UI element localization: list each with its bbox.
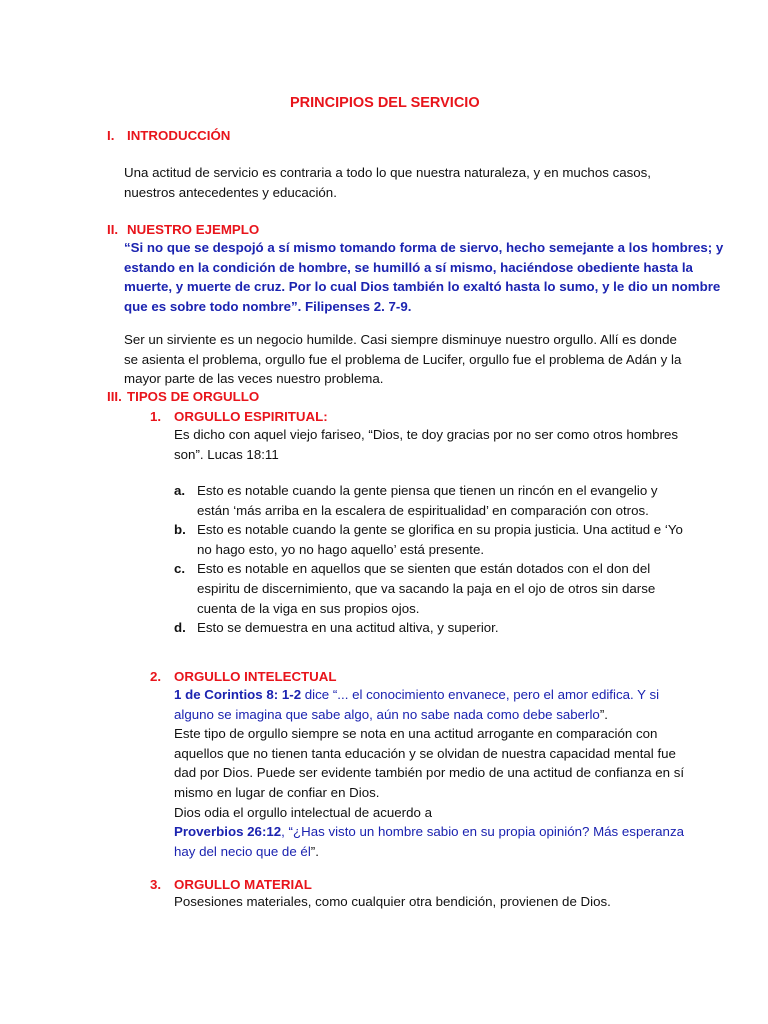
text-line: Este tipo de orgullo siempre se nota en una actitud arrogante en comparación con bbox=[174, 726, 658, 742]
text-line: Esto se demuestra en una actitud altiva, y superior. bbox=[197, 620, 499, 636]
text-line: aquellos que no tienen tanta educación y se olvidan de nuestra capacidad mental fue bbox=[174, 745, 676, 761]
quote-end: ”. bbox=[599, 706, 608, 722]
subsection-1-paragraph bbox=[174, 425, 678, 464]
text-line: Esto es notable cuando la gente se glorifica en su propia justicia. Una actitud e ‘Yo bbox=[197, 522, 683, 538]
text-line: Esto es notable cuando la gente piensa que tienen un rincón en el evangelio y bbox=[197, 483, 658, 498]
quote-line: estando en la condición de hombre, se humilló a sí mismo, haciéndose obediente hasta la bbox=[124, 259, 693, 275]
quote-text: , “¿Has visto un hombre sabio en su propia opinión? Más esperanza bbox=[281, 824, 684, 840]
text-line bbox=[174, 842, 684, 862]
text-line: mayor parte de las veces nuestro problema. bbox=[124, 371, 384, 387]
text-line: se asienta el problema, orgullo fue el problema de Lucifer, orgullo fue el problema de Adán y la bbox=[124, 351, 682, 367]
scripture-reference: Filipenses 2. 7-9 bbox=[305, 298, 408, 314]
section-2-paragraph bbox=[124, 330, 681, 389]
text-line: cuenta de la viga en sus propios ojos. bbox=[197, 600, 420, 616]
list-letter: a. bbox=[174, 483, 186, 498]
subsection-1-heading: ORGULLO ESPIRITUAL: bbox=[174, 409, 328, 424]
quote-text: alguno se imagina que sabe algo, aún no sabe nada como debe saberlo bbox=[174, 706, 600, 722]
quote-text: dice “... el conocimiento envanece, pero el amor edifica. Y si bbox=[301, 687, 660, 702]
quote-line: muerte, y muerte de cruz. Por lo cual Dios también lo exaltó hasta lo sumo, y le dio un nombre bbox=[124, 279, 721, 295]
page-title: PRINCIPIOS DEL SERVICIO bbox=[290, 95, 480, 111]
subsection-1-number: 1. bbox=[150, 409, 162, 424]
quote-line bbox=[124, 297, 723, 317]
list-letter: c. bbox=[174, 561, 186, 577]
subsection-3-paragraph bbox=[174, 892, 611, 912]
scripture-reference: 1 de Corintios 8: 1-2 bbox=[174, 687, 302, 702]
text-line: están ‘más arriba en la escalera de espiritualidad’ en comparación con otros. bbox=[197, 502, 649, 518]
text-line: son”. Lucas 18:11 bbox=[174, 446, 279, 462]
subsection-2-paragraph bbox=[174, 685, 684, 861]
section-1-heading: INTRODUCCIÓN bbox=[127, 128, 231, 143]
scripture-reference: Proverbios 26:12 bbox=[174, 824, 282, 840]
text-line: Dios odia el orgullo intelectual de acuerdo a bbox=[174, 804, 432, 820]
subsection-3-heading: ORGULLO MATERIAL bbox=[174, 877, 312, 892]
text-line: Esto es notable en aquellos que se sienten que están dotados con el don del bbox=[197, 561, 651, 577]
list-letter: b. bbox=[174, 522, 186, 538]
list-item bbox=[174, 618, 683, 638]
text-line bbox=[174, 822, 684, 842]
text-line: Es dicho con aquel viejo fariseo, “Dios, te doy gracias por no ser como otros hombres bbox=[174, 427, 679, 442]
subsection-3-number: 3. bbox=[150, 877, 162, 892]
section-2-number: II. bbox=[107, 222, 119, 237]
quote-line: “Si no que se despojó a sí mismo tomando forma de siervo, hecho semejante a los hombres; y bbox=[124, 240, 724, 255]
text-line bbox=[174, 685, 684, 705]
list-item bbox=[174, 559, 683, 618]
section-1-number: I. bbox=[107, 128, 115, 143]
scripture-quote bbox=[124, 238, 723, 316]
text-line: mismo en lugar de confiar en Dios. bbox=[174, 784, 380, 800]
text-line: no hago esto, yo no hago aquello’ está presente. bbox=[197, 541, 485, 557]
list-item bbox=[174, 520, 683, 559]
list-item bbox=[174, 481, 683, 520]
text-line: espiritu de discernimiento, que va sacando la paja en el ojo de otros sin darse bbox=[197, 580, 656, 596]
subsection-2-number: 2. bbox=[150, 669, 162, 684]
section-2-heading: NUESTRO EJEMPLO bbox=[127, 222, 260, 237]
subsection-2-heading: ORGULLO INTELECTUAL bbox=[174, 669, 337, 684]
text-line: Ser un sirviente es un negocio humilde. Casi siempre disminuye nuestro orgullo. Allí es donde bbox=[124, 332, 677, 347]
text-line: Una actitud de servicio es contraria a todo lo que nuestra naturaleza, y en muchos casos, bbox=[124, 165, 651, 180]
text-line: Posesiones materiales, como cualquier otra bendición, provienen de Dios. bbox=[174, 894, 611, 909]
subsection-1-list bbox=[174, 481, 683, 638]
list-letter: d. bbox=[174, 620, 186, 636]
text-line: nuestros antecedentes y educación. bbox=[124, 184, 337, 200]
quote-text: hay del necio que de él bbox=[174, 843, 311, 859]
section-1-paragraph bbox=[124, 163, 651, 202]
text-line: dad por Dios. Puede ser evidente también por medio de una actitud de confianza en sí bbox=[174, 765, 685, 781]
text-line bbox=[174, 705, 684, 725]
quote-end: . bbox=[407, 298, 412, 314]
quote-text: que es sobre todo nombre”. bbox=[124, 298, 302, 314]
quote-end: ”. bbox=[310, 843, 319, 859]
section-3-number: III. bbox=[107, 389, 122, 404]
section-3-heading: TIPOS DE ORGULLO bbox=[127, 389, 260, 404]
